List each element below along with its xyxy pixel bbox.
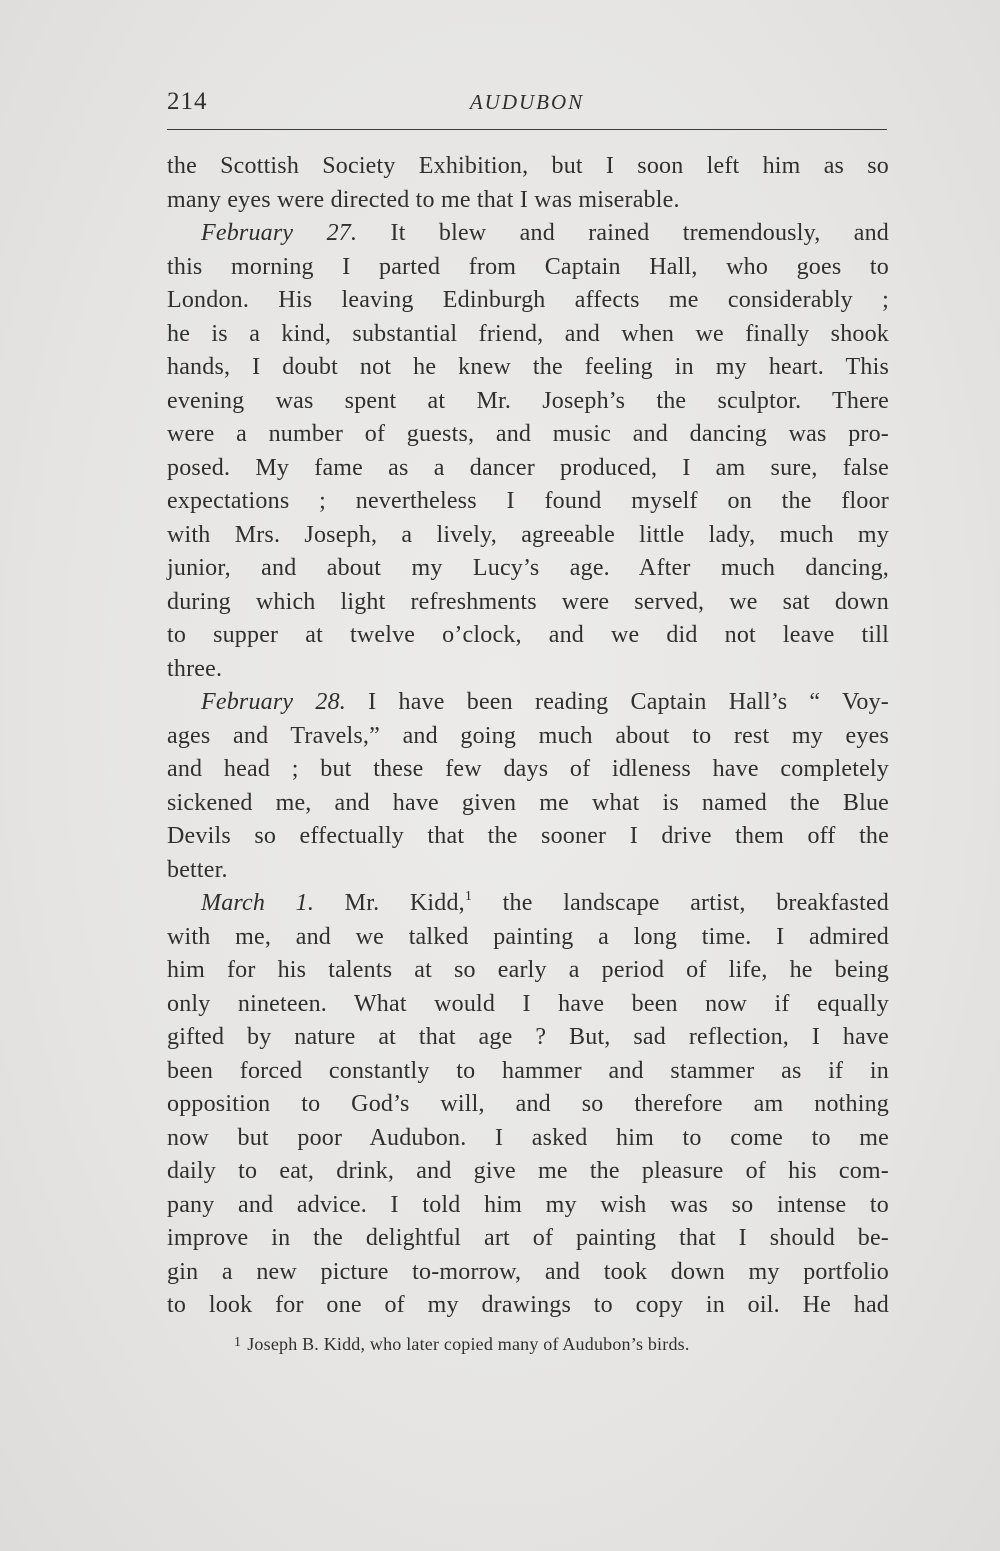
text-line [167, 1055, 889, 1089]
text-line [167, 988, 889, 1022]
line-text: he is a kind, substantial friend, and when we finally shook [167, 320, 889, 347]
running-head: AUDUBON [469, 90, 585, 114]
line-text: with Mrs. Joseph, a lively, agreeable little lady, much my [167, 521, 889, 548]
line-text: posed. My fame as a dancer produced, I am sure, false [167, 454, 889, 481]
text-line [167, 1256, 889, 1290]
text-line [167, 1289, 889, 1323]
text-line [167, 1155, 889, 1189]
footnote-marker: 1 [234, 1335, 242, 1350]
text-line [167, 150, 889, 184]
text-line [167, 954, 889, 988]
header-rule [167, 129, 887, 130]
line-text: many eyes were directed to me that I was miserable. [167, 186, 680, 213]
text-line [167, 787, 889, 821]
line-text: hands, I doubt not he knew the feeling in my heart. This [167, 354, 889, 380]
line-text: It blew and rained tremendously, and [357, 220, 889, 246]
line-text: opposition to God’s will, and so therefore am nothing [167, 1091, 889, 1117]
line-text: London. His leaving Edinburgh affects me considerably ; [167, 287, 889, 313]
line-text: and head ; but these few days of idleness have completely [167, 756, 889, 782]
text-line [167, 284, 889, 318]
text-line [167, 921, 889, 955]
text-line [167, 586, 889, 620]
page-number: 214 [167, 88, 208, 115]
line-text: gin a new picture to-morrow, and took down my portfolio [167, 1258, 889, 1285]
footnote-reference: 1 [464, 889, 473, 904]
text-line [167, 251, 889, 285]
line-text: expectations ; nevertheless I found myself on the floor [167, 488, 889, 514]
line-text: evening was spent at Mr. Joseph’s the sculptor. There [167, 387, 889, 414]
text-line [167, 1122, 889, 1156]
text-line [167, 485, 889, 519]
text-line [167, 385, 889, 419]
text-line [167, 318, 889, 352]
line-text: I have been reading Captain Hall’s “ Voy- [346, 689, 889, 715]
text-line [167, 619, 889, 653]
line-text: three. [167, 655, 223, 682]
line-text: been forced constantly to hammer and stammer as if in [167, 1057, 889, 1084]
line-text: during which light refreshments were served, we sat down [167, 588, 889, 615]
line-text: improve in the delightful art of painting that I should be- [167, 1225, 889, 1251]
page-header [167, 88, 887, 128]
footnote [234, 1334, 690, 1355]
line-text: only nineteen. What would I have been now if equally [167, 990, 889, 1017]
line-text: ages and Travels,” and going much about to rest my eyes [167, 722, 889, 749]
text-line [167, 887, 889, 921]
entry-date: February 27. [201, 220, 358, 246]
text-line [167, 519, 889, 553]
text-line [167, 217, 889, 251]
text-line [167, 820, 889, 854]
text-line [167, 1088, 889, 1122]
line-text: sickened me, and have given me what is named the Blue [167, 789, 889, 816]
line-text: gifted by nature at that age ? But, sad reflection, I have [167, 1024, 889, 1050]
text-line [167, 1222, 889, 1256]
line-text: Mr. Kidd, [314, 890, 465, 916]
text-line [167, 1021, 889, 1055]
line-text: junior, and about my Lucy’s age. After much dancing, [167, 555, 889, 581]
line-text: with me, and we talked painting a long time. I admired [167, 923, 889, 950]
line-text: the Scottish Society Exhibition, but I soon left him as so [167, 153, 889, 179]
line-text: pany and advice. I told him my wish was so intense to [167, 1191, 889, 1218]
text-line [167, 184, 889, 218]
text-line [167, 854, 889, 888]
footnote-text: Joseph B. Kidd, who later copied many of Audubon’s birds. [247, 1334, 690, 1354]
line-text: the landscape artist, breakfasted [472, 890, 889, 916]
line-text: now but poor Audubon. I asked him to come to me [167, 1124, 889, 1151]
entry-date: March 1. [201, 890, 315, 916]
line-text: were a number of guests, and music and dancing was pro- [167, 421, 889, 447]
line-text: to look for one of my drawings to copy in oil. He had [167, 1292, 889, 1318]
entry-date: February 28. [201, 689, 346, 715]
text-line [167, 686, 889, 720]
text-line [167, 452, 889, 486]
text-line [167, 753, 889, 787]
line-text: him for his talents at so early a period of life, he being [167, 957, 889, 983]
text-line [167, 418, 889, 452]
text-line [167, 653, 889, 687]
text-line [167, 552, 889, 586]
text-line [167, 1189, 889, 1223]
line-text: Devils so effectually that the sooner I drive them off the [167, 823, 889, 849]
line-text: this morning I parted from Captain Hall, who goes to [167, 253, 889, 280]
text-line [167, 351, 889, 385]
text-line [167, 720, 889, 754]
line-text: to supper at twelve o’clock, and we did not leave till [167, 622, 889, 648]
line-text: daily to eat, drink, and give me the pleasure of his com- [167, 1158, 889, 1184]
body-text [167, 150, 889, 1323]
line-text: better. [167, 856, 228, 883]
